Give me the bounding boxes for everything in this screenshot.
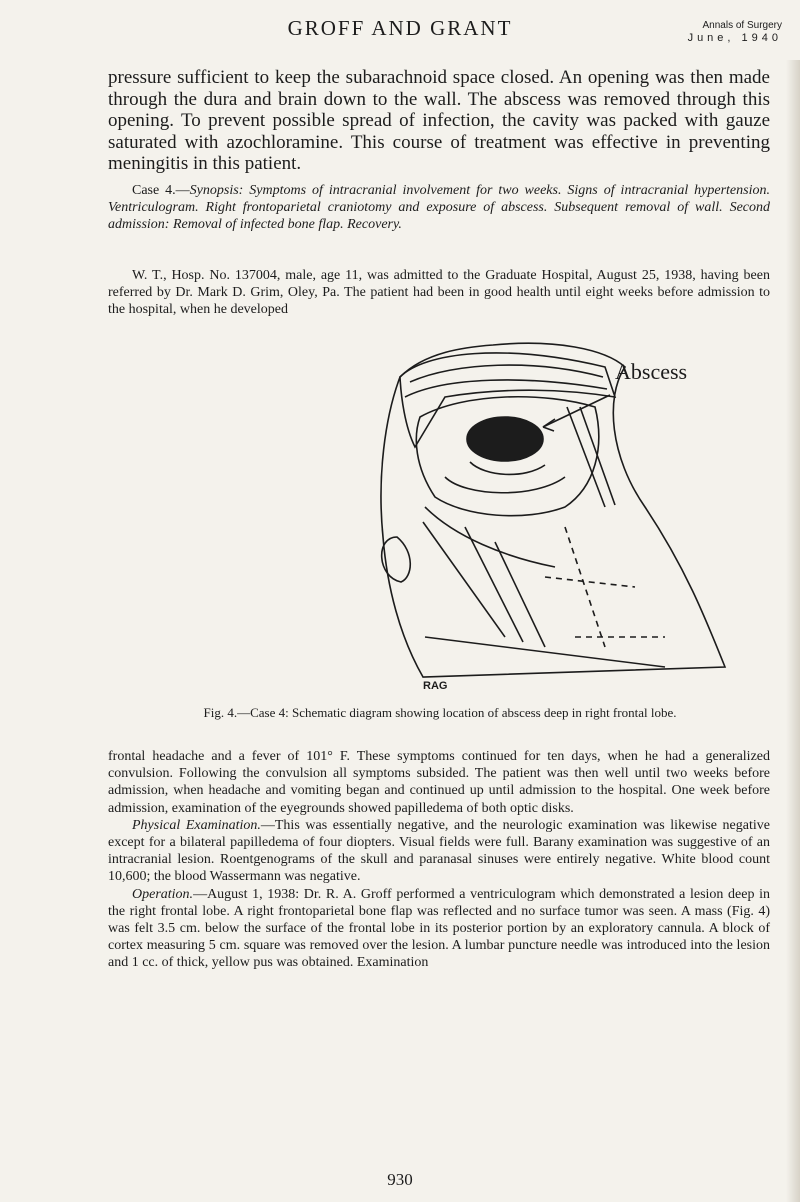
body-paragraph-3 (108, 886, 770, 972)
body-paragraph-2 (108, 817, 770, 886)
page-edge-shadow (786, 60, 800, 1202)
figure-caption: Fig. 4.—Case 4: Schematic diagram showing location of abscess deep in right frontal lobe. (203, 705, 677, 720)
schematic-diagram (305, 337, 745, 697)
body-paragraph-1: frontal headache and a fever of 101° F. These symptoms continued for ten days, when he had a generalized convulsion. Following the convulsion all symptoms subsided. The patient was then well until two weeks before admission, when headache and vomiting began and continued up until admission to the hospital. One week before admission, examination of the eyegrounds showed papilledema of both optic disks. (108, 749, 770, 816)
artist-signature: RAG (423, 680, 448, 692)
case-synopsis-block (108, 182, 770, 234)
journal-name: Annals of Surgery (702, 20, 782, 31)
case-synopsis (108, 182, 770, 234)
case-history: W. T., Hosp. No. 137004, male, age 11, was admitted to the Graduate Hospital, August 25, 1938, having been referred by Dr. Mark D. Grim, Oley, Pa. The patient had been in good health until eight weeks before admission to the hospital, when he developed (108, 268, 770, 318)
abscess-label: Abscess (615, 359, 688, 384)
journal-info (688, 20, 782, 44)
operation-label: Operation. (132, 886, 194, 902)
running-header: GROFF AND GRANT (287, 16, 513, 40)
intro-block (108, 67, 770, 175)
synopsis-text: Symptoms of intracranial involvement for two weeks. Signs of intracranial hypertension. Ventriculogram. Right frontoparietal craniotomy and exposure of abscess. Subsequent removal of wall. Second admission: Removal of infected bone flap. Recovery. (108, 183, 770, 233)
intro-paragraph: pressure sufficient to keep the subarachnoid space closed. An opening was then made through the dura and brain down to the wall. The abscess was removed through this opening. To prevent possible spread of infection, the cavity was packed with gauze saturated with azochloramine. This course of treatment was effective in preventing meningitis in this patient. (108, 67, 770, 174)
case-history-block (108, 267, 770, 319)
operation-text: —August 1, 1938: Dr. R. A. Groff performed a ventriculogram which demonstrated a lesion deep in the right frontal lobe. A right frontoparietal bone flap was reflected and no surface tumor was seen. A mass (Fig. 4) was felt 3.5 cm. below the surface of the frontal lobe in its posterior portion by an exploratory cannula. A block of cortex measuring 5 cm. square was removed over the lesion. A lumbar puncture needle was introduced into the lesion and 1 cc. of thick, yellow pus was obtained. Examination (108, 886, 770, 971)
page-number: 930 (387, 1170, 413, 1189)
physical-exam-label: Physical Examination. (132, 817, 261, 833)
abscess-mass (467, 417, 543, 461)
physical-exam-text: —This was essentially negative, and the neurologic examination was likewise negative except for a bilateral papilledema of four diopters. Visual fields were full. Barany examination was suggestive of an intracranial lesion. Roentgenograms of the skull and paranasal sinuses were entirely negative. White blood count 10,600; the blood Wassermann was negative. (108, 817, 770, 885)
synopsis-label: Synopsis: (189, 183, 244, 198)
journal-date: June, 1940 (687, 32, 782, 44)
case-label: Case 4.— (132, 183, 190, 198)
body-text (108, 748, 770, 972)
